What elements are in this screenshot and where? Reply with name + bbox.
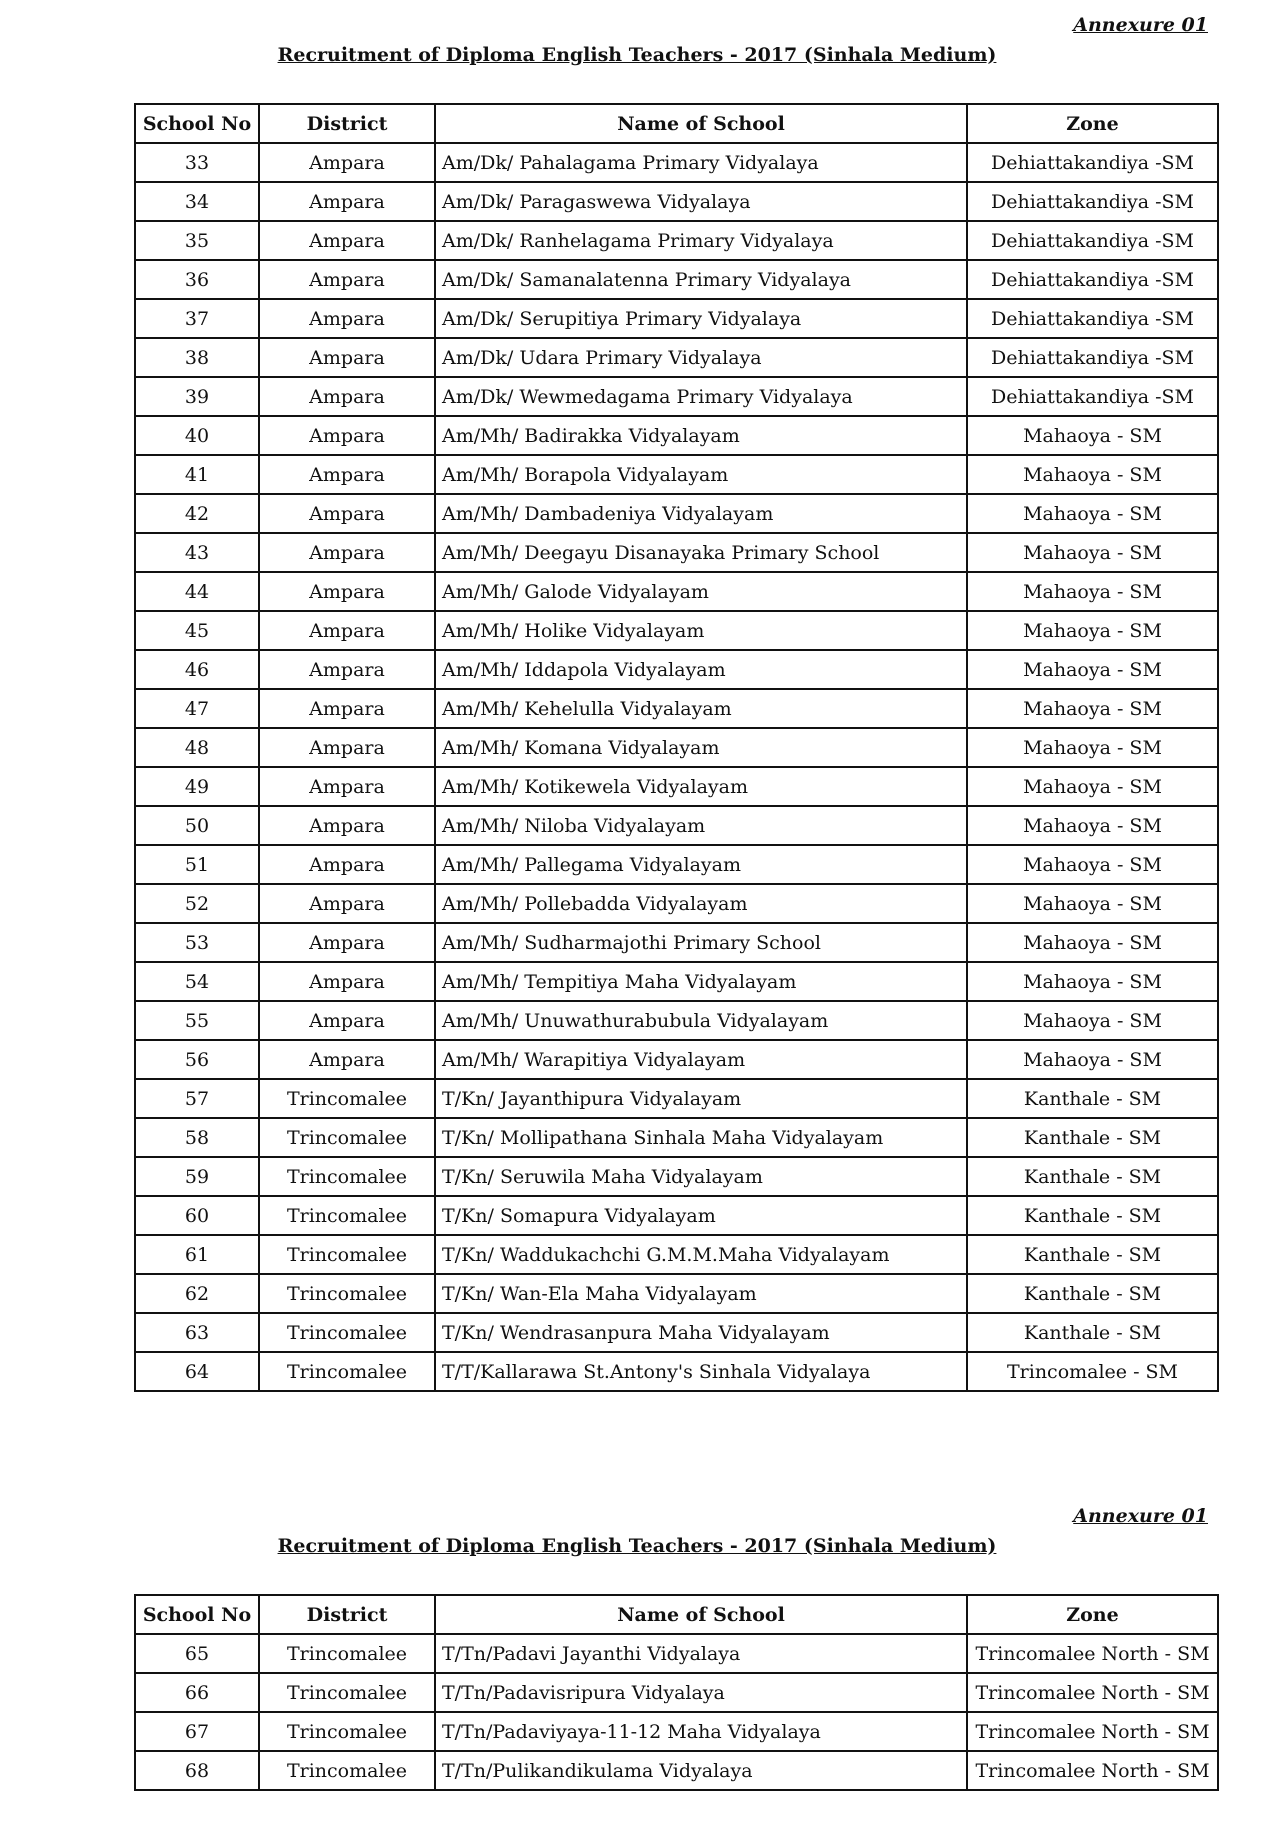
table-row xyxy=(135,689,1218,728)
cell-school-no: 68 xyxy=(135,1751,259,1790)
annexure-label: Annexure 01 xyxy=(1073,14,1208,36)
cell-name-of-school: Am/Mh/ Unuwathurabubula Vidyalayam xyxy=(435,1001,967,1040)
table-row xyxy=(135,416,1218,455)
cell-zone: Mahaoya - SM xyxy=(967,611,1218,650)
header-name-of-school: Name of School xyxy=(435,1595,967,1634)
cell-name-of-school: Am/Dk/ Wewmedagama Primary Vidyalaya xyxy=(435,377,967,416)
table-row xyxy=(135,650,1218,689)
table-row xyxy=(135,338,1218,377)
table-row xyxy=(135,1079,1218,1118)
cell-district: Ampara xyxy=(259,494,435,533)
cell-name-of-school: T/Kn/ Jayanthipura Vidyalayam xyxy=(435,1079,967,1118)
cell-school-no: 51 xyxy=(135,845,259,884)
cell-district: Ampara xyxy=(259,962,435,1001)
cell-district: Ampara xyxy=(259,221,435,260)
cell-name-of-school: T/Kn/ Seruwila Maha Vidyalayam xyxy=(435,1157,967,1196)
cell-zone: Mahaoya - SM xyxy=(967,494,1218,533)
cell-school-no: 56 xyxy=(135,1040,259,1079)
cell-district: Ampara xyxy=(259,728,435,767)
cell-district: Ampara xyxy=(259,299,435,338)
cell-name-of-school: T/Kn/ Mollipathana Sinhala Maha Vidyalayam xyxy=(435,1118,967,1157)
cell-district: Ampara xyxy=(259,533,435,572)
cell-name-of-school: Am/Mh/ Holike Vidyalayam xyxy=(435,611,967,650)
cell-school-no: 59 xyxy=(135,1157,259,1196)
cell-name-of-school: Am/Mh/ Tempitiya Maha Vidyalayam xyxy=(435,962,967,1001)
cell-name-of-school: Am/Mh/ Niloba Vidyalayam xyxy=(435,806,967,845)
cell-zone: Kanthale - SM xyxy=(967,1274,1218,1313)
cell-district: Trincomalee xyxy=(259,1712,435,1751)
header-district: District xyxy=(259,1595,435,1634)
cell-zone: Mahaoya - SM xyxy=(967,728,1218,767)
annexure-label: Annexure 01 xyxy=(1073,1505,1208,1527)
table-row xyxy=(135,1196,1218,1235)
cell-district: Trincomalee xyxy=(259,1079,435,1118)
cell-district: Ampara xyxy=(259,260,435,299)
cell-school-no: 35 xyxy=(135,221,259,260)
header-school-no: School No xyxy=(135,104,259,143)
cell-zone: Kanthale - SM xyxy=(967,1118,1218,1157)
cell-district: Ampara xyxy=(259,611,435,650)
cell-name-of-school: T/Tn/Padaviyaya-11-12 Maha Vidyalaya xyxy=(435,1712,967,1751)
cell-district: Ampara xyxy=(259,1040,435,1079)
schools-table xyxy=(134,1594,1219,1791)
cell-district: Ampara xyxy=(259,650,435,689)
cell-zone: Mahaoya - SM xyxy=(967,689,1218,728)
table-row xyxy=(135,767,1218,806)
cell-name-of-school: T/T/Kallarawa St.Antony's Sinhala Vidyalaya xyxy=(435,1352,967,1391)
cell-school-no: 34 xyxy=(135,182,259,221)
cell-school-no: 42 xyxy=(135,494,259,533)
table-row xyxy=(135,377,1218,416)
cell-district: Ampara xyxy=(259,923,435,962)
cell-zone: Mahaoya - SM xyxy=(967,962,1218,1001)
table-row xyxy=(135,1673,1218,1712)
cell-name-of-school: Am/Dk/ Pahalagama Primary Vidyalaya xyxy=(435,143,967,182)
cell-district: Ampara xyxy=(259,143,435,182)
table-row xyxy=(135,1751,1218,1790)
cell-name-of-school: Am/Dk/ Serupitiya Primary Vidyalaya xyxy=(435,299,967,338)
cell-district: Trincomalee xyxy=(259,1313,435,1352)
cell-zone: Mahaoya - SM xyxy=(967,1001,1218,1040)
cell-name-of-school: T/Tn/Padavisripura Vidyalaya xyxy=(435,1673,967,1712)
table-row xyxy=(135,182,1218,221)
cell-name-of-school: Am/Mh/ Pollebadda Vidyalayam xyxy=(435,884,967,923)
cell-district: Trincomalee xyxy=(259,1157,435,1196)
cell-school-no: 44 xyxy=(135,572,259,611)
table-body xyxy=(135,1634,1218,1790)
cell-name-of-school: T/Kn/ Waddukachchi G.M.M.Maha Vidyalayam xyxy=(435,1235,967,1274)
document-title: Recruitment of Diploma English Teachers - 2017 (Sinhala Medium) xyxy=(277,44,997,66)
cell-zone: Mahaoya - SM xyxy=(967,1040,1218,1079)
header-school-no: School No xyxy=(135,1595,259,1634)
cell-school-no: 54 xyxy=(135,962,259,1001)
header-name-of-school: Name of School xyxy=(435,104,967,143)
cell-name-of-school: Am/Mh/ Galode Vidyalayam xyxy=(435,572,967,611)
cell-zone: Dehiattakandiya -SM xyxy=(967,182,1218,221)
cell-zone: Mahaoya - SM xyxy=(967,806,1218,845)
table-body xyxy=(135,143,1218,1391)
table-row xyxy=(135,806,1218,845)
table-row xyxy=(135,611,1218,650)
cell-school-no: 36 xyxy=(135,260,259,299)
cell-zone: Trincomalee - SM xyxy=(967,1352,1218,1391)
cell-zone: Dehiattakandiya -SM xyxy=(967,221,1218,260)
cell-name-of-school: Am/Mh/ Borapola Vidyalayam xyxy=(435,455,967,494)
cell-zone: Kanthale - SM xyxy=(967,1235,1218,1274)
cell-name-of-school: T/Tn/Padavi Jayanthi Vidyalaya xyxy=(435,1634,967,1673)
cell-school-no: 60 xyxy=(135,1196,259,1235)
table-row xyxy=(135,1157,1218,1196)
cell-school-no: 38 xyxy=(135,338,259,377)
header-zone: Zone xyxy=(967,104,1218,143)
cell-school-no: 55 xyxy=(135,1001,259,1040)
cell-zone: Kanthale - SM xyxy=(967,1196,1218,1235)
cell-school-no: 49 xyxy=(135,767,259,806)
cell-zone: Kanthale - SM xyxy=(967,1313,1218,1352)
cell-name-of-school: T/Kn/ Wan-Ela Maha Vidyalayam xyxy=(435,1274,967,1313)
cell-name-of-school: Am/Mh/ Deegayu Disanayaka Primary School xyxy=(435,533,967,572)
cell-school-no: 66 xyxy=(135,1673,259,1712)
cell-school-no: 46 xyxy=(135,650,259,689)
table-row xyxy=(135,494,1218,533)
table-row xyxy=(135,1235,1218,1274)
cell-school-no: 47 xyxy=(135,689,259,728)
cell-name-of-school: Am/Mh/ Badirakka Vidyalayam xyxy=(435,416,967,455)
cell-school-no: 50 xyxy=(135,806,259,845)
cell-district: Ampara xyxy=(259,455,435,494)
cell-zone: Mahaoya - SM xyxy=(967,845,1218,884)
table-row xyxy=(135,533,1218,572)
schools-table xyxy=(134,103,1219,1392)
cell-zone: Kanthale - SM xyxy=(967,1157,1218,1196)
cell-district: Trincomalee xyxy=(259,1118,435,1157)
table-header-row xyxy=(135,104,1218,143)
cell-school-no: 64 xyxy=(135,1352,259,1391)
cell-name-of-school: Am/Mh/ Kotikewela Vidyalayam xyxy=(435,767,967,806)
cell-school-no: 53 xyxy=(135,923,259,962)
table-row xyxy=(135,884,1218,923)
table-row xyxy=(135,1118,1218,1157)
cell-school-no: 57 xyxy=(135,1079,259,1118)
cell-district: Ampara xyxy=(259,806,435,845)
cell-district: Trincomalee xyxy=(259,1751,435,1790)
header-zone: Zone xyxy=(967,1595,1218,1634)
cell-name-of-school: Am/Dk/ Samanalatenna Primary Vidyalaya xyxy=(435,260,967,299)
table-row xyxy=(135,1712,1218,1751)
cell-district: Trincomalee xyxy=(259,1196,435,1235)
cell-school-no: 61 xyxy=(135,1235,259,1274)
cell-district: Trincomalee xyxy=(259,1634,435,1673)
table-row xyxy=(135,260,1218,299)
cell-district: Trincomalee xyxy=(259,1235,435,1274)
cell-name-of-school: Am/Mh/ Pallegama Vidyalayam xyxy=(435,845,967,884)
cell-district: Ampara xyxy=(259,416,435,455)
table-row xyxy=(135,1001,1218,1040)
table-row xyxy=(135,1040,1218,1079)
cell-district: Ampara xyxy=(259,377,435,416)
cell-school-no: 52 xyxy=(135,884,259,923)
cell-zone: Mahaoya - SM xyxy=(967,884,1218,923)
cell-zone: Mahaoya - SM xyxy=(967,533,1218,572)
cell-name-of-school: Am/Mh/ Kehelulla Vidyalayam xyxy=(435,689,967,728)
cell-zone: Dehiattakandiya -SM xyxy=(967,299,1218,338)
cell-district: Ampara xyxy=(259,689,435,728)
cell-school-no: 67 xyxy=(135,1712,259,1751)
cell-district: Ampara xyxy=(259,338,435,377)
cell-school-no: 63 xyxy=(135,1313,259,1352)
cell-district: Trincomalee xyxy=(259,1352,435,1391)
cell-district: Ampara xyxy=(259,884,435,923)
table-row xyxy=(135,1634,1218,1673)
cell-district: Trincomalee xyxy=(259,1274,435,1313)
table-row xyxy=(135,143,1218,182)
cell-district: Ampara xyxy=(259,1001,435,1040)
cell-name-of-school: T/Kn/ Somapura Vidyalayam xyxy=(435,1196,967,1235)
cell-zone: Dehiattakandiya -SM xyxy=(967,377,1218,416)
cell-school-no: 39 xyxy=(135,377,259,416)
cell-name-of-school: Am/Mh/ Warapitiya Vidyalayam xyxy=(435,1040,967,1079)
cell-name-of-school: Am/Mh/ Komana Vidyalayam xyxy=(435,728,967,767)
table-row xyxy=(135,221,1218,260)
cell-zone: Dehiattakandiya -SM xyxy=(967,338,1218,377)
cell-school-no: 40 xyxy=(135,416,259,455)
table-row xyxy=(135,1274,1218,1313)
cell-zone: Kanthale - SM xyxy=(967,1079,1218,1118)
table-row xyxy=(135,962,1218,1001)
table-row xyxy=(135,728,1218,767)
cell-name-of-school: T/Kn/ Wendrasanpura Maha Vidyalayam xyxy=(435,1313,967,1352)
cell-zone: Mahaoya - SM xyxy=(967,416,1218,455)
table-row xyxy=(135,455,1218,494)
cell-name-of-school: Am/Mh/ Sudharmajothi Primary School xyxy=(435,923,967,962)
cell-district: Ampara xyxy=(259,182,435,221)
cell-zone: Mahaoya - SM xyxy=(967,923,1218,962)
cell-zone: Mahaoya - SM xyxy=(967,650,1218,689)
cell-school-no: 43 xyxy=(135,533,259,572)
cell-zone: Trincomalee North - SM xyxy=(967,1751,1218,1790)
cell-school-no: 65 xyxy=(135,1634,259,1673)
cell-name-of-school: Am/Mh/ Iddapola Vidyalayam xyxy=(435,650,967,689)
cell-zone: Dehiattakandiya -SM xyxy=(967,260,1218,299)
cell-district: Ampara xyxy=(259,572,435,611)
table-row xyxy=(135,299,1218,338)
cell-district: Ampara xyxy=(259,845,435,884)
cell-zone: Trincomalee North - SM xyxy=(967,1712,1218,1751)
cell-district: Trincomalee xyxy=(259,1673,435,1712)
cell-zone: Mahaoya - SM xyxy=(967,572,1218,611)
cell-zone: Mahaoya - SM xyxy=(967,455,1218,494)
table-row xyxy=(135,572,1218,611)
table-row xyxy=(135,1313,1218,1352)
cell-school-no: 48 xyxy=(135,728,259,767)
cell-name-of-school: T/Tn/Pulikandikulama Vidyalaya xyxy=(435,1751,967,1790)
cell-school-no: 58 xyxy=(135,1118,259,1157)
cell-district: Ampara xyxy=(259,767,435,806)
cell-zone: Mahaoya - SM xyxy=(967,767,1218,806)
table-header-row xyxy=(135,1595,1218,1634)
document-title: Recruitment of Diploma English Teachers - 2017 (Sinhala Medium) xyxy=(277,1535,997,1557)
cell-zone: Trincomalee North - SM xyxy=(967,1673,1218,1712)
cell-name-of-school: Am/Mh/ Dambadeniya Vidyalayam xyxy=(435,494,967,533)
table-row xyxy=(135,1352,1218,1391)
cell-name-of-school: Am/Dk/ Udara Primary Vidyalaya xyxy=(435,338,967,377)
cell-school-no: 62 xyxy=(135,1274,259,1313)
header-district: District xyxy=(259,104,435,143)
cell-school-no: 33 xyxy=(135,143,259,182)
cell-name-of-school: Am/Dk/ Paragaswewa Vidyalaya xyxy=(435,182,967,221)
cell-zone: Dehiattakandiya -SM xyxy=(967,143,1218,182)
cell-school-no: 45 xyxy=(135,611,259,650)
table-row xyxy=(135,845,1218,884)
cell-zone: Trincomalee North - SM xyxy=(967,1634,1218,1673)
cell-name-of-school: Am/Dk/ Ranhelagama Primary Vidyalaya xyxy=(435,221,967,260)
cell-school-no: 41 xyxy=(135,455,259,494)
cell-school-no: 37 xyxy=(135,299,259,338)
table-row xyxy=(135,923,1218,962)
